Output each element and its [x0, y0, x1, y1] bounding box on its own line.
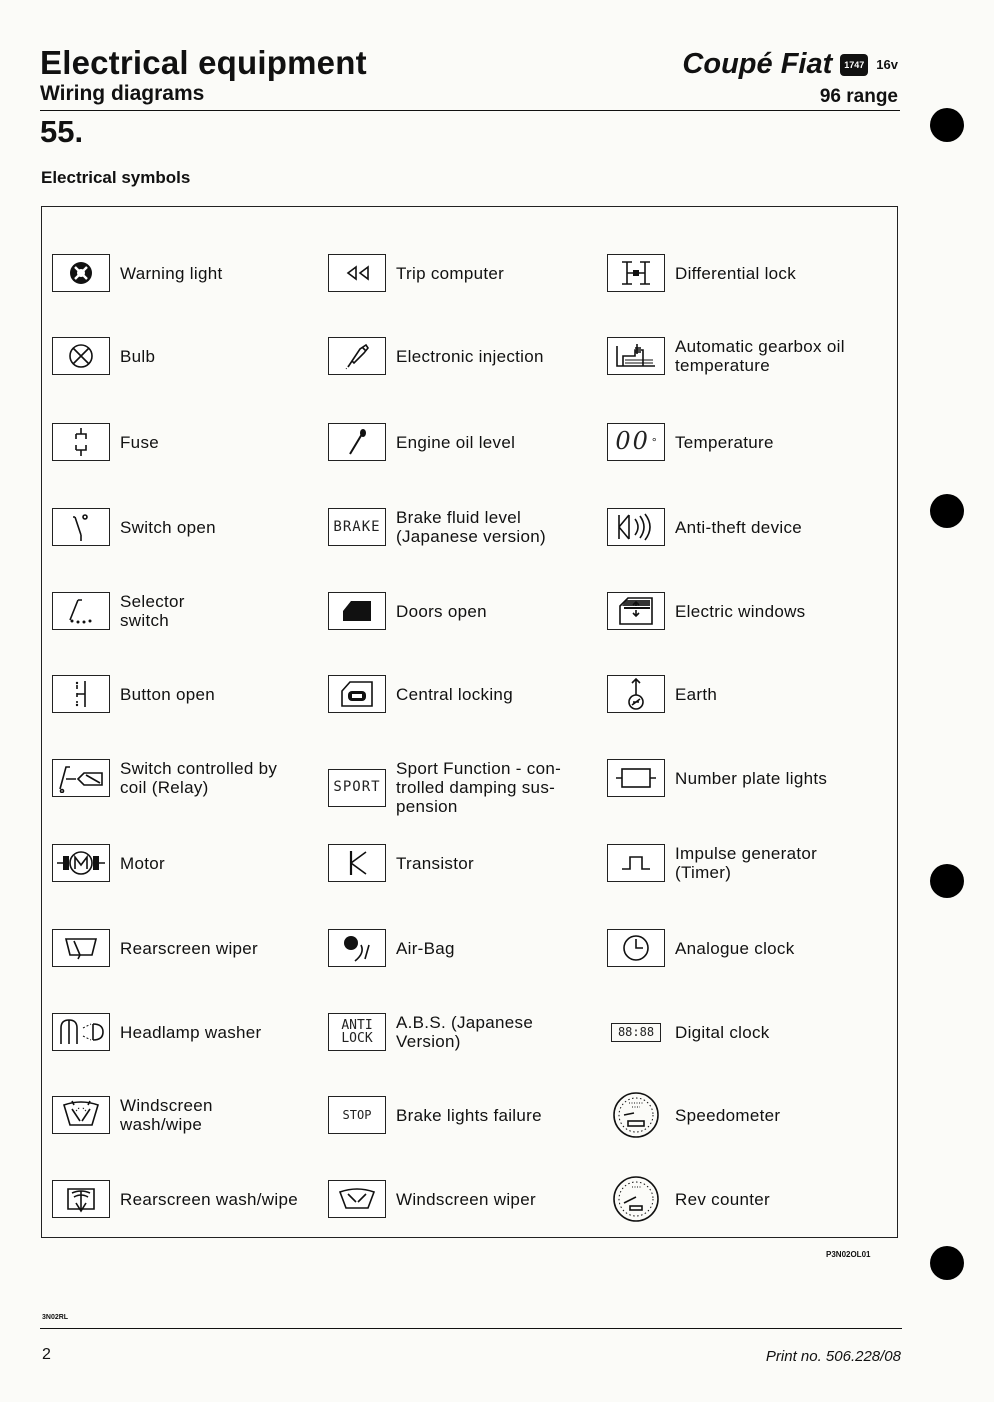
symbol-label: Bulb	[120, 346, 156, 366]
motor-icon	[52, 844, 110, 882]
symbol-label: Number plate lights	[675, 768, 828, 788]
symbol-temperature	[607, 423, 875, 461]
brand-badge: 1747	[840, 54, 868, 76]
page-subtitle: Wiring diagrams	[40, 82, 205, 105]
symbol-warning-light	[52, 254, 316, 292]
symbol-brake-lights	[328, 1096, 592, 1134]
brake-fluid-icon-text: BRAKE	[333, 518, 381, 535]
symbol-label: Earth	[675, 684, 718, 704]
symbol-label: Temperature	[675, 432, 774, 452]
symbol-label: Automatic gearbox oil temperature	[675, 337, 845, 375]
symbol-trip-computer	[328, 254, 592, 292]
symbol-speedometer	[607, 1096, 875, 1134]
symbol-bulb	[52, 337, 316, 375]
button-open-icon	[52, 675, 110, 713]
symbol-electric-window	[607, 592, 875, 630]
brand-logo	[682, 48, 898, 81]
page-title: Electrical equipment	[40, 44, 367, 81]
symbol-abs	[328, 1013, 592, 1051]
windscreen-wiper-icon	[328, 1180, 386, 1218]
symbol-label: Central locking	[396, 684, 513, 704]
symbol-label: Motor	[120, 853, 165, 873]
symbol-differential-lock	[607, 254, 875, 292]
symbol-rearscreen-wash	[52, 1180, 316, 1218]
sport-icon-text: SPORT	[333, 779, 381, 795]
page-number: 2	[42, 1346, 51, 1363]
figure-code: P3N02OL01	[826, 1250, 871, 1259]
binder-hole	[930, 1246, 964, 1280]
door-icon	[328, 592, 386, 630]
symbol-windscreen-wash	[52, 1096, 316, 1134]
symbol-label: Switch open	[120, 517, 216, 537]
oil-dipstick-icon	[328, 423, 386, 461]
anti-theft-icon	[607, 508, 665, 546]
symbol-label: Transistor	[396, 853, 474, 873]
bulb-icon	[52, 337, 110, 375]
speedometer-icon	[607, 1096, 665, 1134]
symbol-label: Switch controlled by coil (Relay)	[120, 759, 278, 797]
central-locking-icon	[328, 675, 386, 713]
symbol-headlamp-washer	[52, 1013, 316, 1051]
symbol-brake-fluid	[328, 508, 592, 546]
symbol-label: Electric windows	[675, 601, 806, 621]
sport-icon	[328, 769, 386, 807]
selector-switch-icon	[52, 592, 110, 630]
symbol-label: Anti-theft device	[675, 517, 802, 537]
symbol-label: Rev counter	[675, 1189, 770, 1209]
abs-icon-text: ANTI LOCK	[341, 1018, 373, 1046]
relay-icon	[52, 759, 110, 797]
symbol-earth	[607, 675, 875, 713]
symbol-central-locking	[328, 675, 592, 713]
symbol-label: Warning light	[120, 263, 223, 283]
symbol-analogue-clock	[607, 929, 875, 967]
symbol-label: Headlamp washer	[120, 1022, 262, 1042]
symbol-label: Brake lights failure	[396, 1105, 542, 1125]
rearscreen-wiper-icon	[52, 929, 110, 967]
temperature-icon-text: 00	[615, 427, 650, 455]
symbol-label: Sport Function - con- trolled damping sus- pension	[396, 759, 562, 816]
windscreen-wash-icon	[52, 1096, 110, 1134]
injector-icon	[328, 337, 386, 375]
print-number: Print no. 506.228/08	[765, 1348, 901, 1365]
brand-version: 16v	[876, 57, 898, 72]
symbol-label: Engine oil level	[396, 432, 516, 452]
symbol-label: Trip computer	[396, 263, 505, 283]
symbol-door	[328, 592, 592, 630]
brake-lights-icon	[328, 1096, 386, 1134]
warning-light-icon	[52, 254, 110, 292]
temperature-icon	[607, 423, 665, 461]
footer-rule	[40, 1328, 902, 1329]
symbol-label: Brake fluid level (Japanese version)	[396, 508, 546, 546]
symbol-label: Button open	[120, 684, 215, 704]
trip-computer-icon	[328, 254, 386, 292]
symbol-label: Selector switch	[120, 592, 185, 630]
number-plate-icon	[607, 759, 665, 797]
symbol-label: Impulse generator (Timer)	[675, 844, 818, 882]
headlamp-washer-icon	[52, 1013, 110, 1051]
symbol-fuse	[52, 423, 316, 461]
model-range: 96 range	[819, 86, 898, 107]
brake-fluid-icon	[328, 508, 386, 546]
symbol-label: Digital clock	[675, 1022, 770, 1042]
gearbox-oil-icon	[607, 337, 665, 375]
symbol-label: A.B.S. (Japanese Version)	[396, 1013, 534, 1051]
symbol-label: Rearscreen wash/wipe	[120, 1189, 298, 1209]
fuse-icon	[52, 423, 110, 461]
symbol-label: Fuse	[120, 432, 159, 452]
digital-clock-icon-text: 88:88	[611, 1023, 661, 1042]
document-code: 3N02RL	[42, 1314, 69, 1321]
symbol-injector	[328, 337, 592, 375]
symbol-label: Speedometer	[675, 1105, 781, 1125]
symbol-digital-clock	[607, 1013, 875, 1051]
airbag-icon	[328, 929, 386, 967]
brake-lights-icon-text: STOP	[342, 1107, 372, 1122]
symbol-label: Doors open	[396, 601, 487, 621]
symbol-impulse-generator	[607, 844, 875, 882]
brand-name: Coupé Fiat	[682, 48, 833, 80]
differential-lock-icon	[607, 254, 665, 292]
symbol-label: Rearscreen wiper	[120, 938, 259, 958]
symbol-motor	[52, 844, 316, 882]
electric-window-icon	[607, 592, 665, 630]
symbol-label: Windscreen wash/wipe	[120, 1096, 213, 1134]
symbol-gearbox-oil	[607, 337, 875, 375]
earth-icon	[607, 675, 665, 713]
binder-hole	[930, 108, 964, 142]
symbol-sport	[328, 759, 592, 816]
section-number: 55.	[40, 114, 84, 149]
symbol-number-plate	[607, 759, 875, 797]
symbol-transistor	[328, 844, 592, 882]
rev-counter-icon	[607, 1180, 665, 1218]
symbol-switch-open	[52, 508, 316, 546]
symbol-relay	[52, 759, 316, 797]
transistor-icon	[328, 844, 386, 882]
rearscreen-wash-icon	[52, 1180, 110, 1218]
analogue-clock-icon	[607, 929, 665, 967]
symbol-label: Differential lock	[675, 263, 797, 283]
switch-open-icon	[52, 508, 110, 546]
symbol-label: Air-Bag	[396, 938, 455, 958]
symbol-oil-dipstick	[328, 423, 592, 461]
digital-clock-icon	[607, 1013, 665, 1051]
symbol-windscreen-wiper	[328, 1180, 592, 1218]
symbol-label: Analogue clock	[675, 938, 795, 958]
symbol-rearscreen-wiper	[52, 929, 316, 967]
binder-hole	[930, 494, 964, 528]
symbol-selector-switch	[52, 592, 316, 630]
abs-icon	[328, 1013, 386, 1051]
binder-hole	[930, 864, 964, 898]
symbol-label: Windscreen wiper	[396, 1189, 536, 1209]
symbol-label: Electronic injection	[396, 346, 544, 366]
symbol-rev-counter	[607, 1180, 875, 1218]
degree-icon: °	[651, 435, 657, 449]
symbol-button-open	[52, 675, 316, 713]
symbol-airbag	[328, 929, 592, 967]
header-rule	[40, 110, 900, 111]
impulse-generator-icon	[607, 844, 665, 882]
symbol-anti-theft	[607, 508, 875, 546]
section-title: Electrical symbols	[41, 168, 191, 187]
